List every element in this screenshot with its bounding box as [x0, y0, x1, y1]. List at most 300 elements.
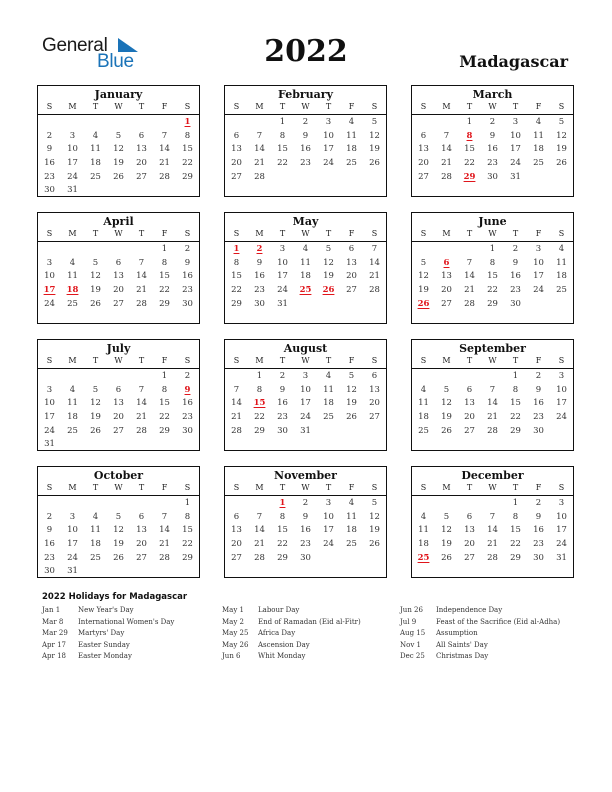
holiday-date: Jul 9: [400, 617, 417, 626]
day-cell: 29: [182, 552, 193, 563]
day-cell: 3: [325, 117, 332, 127]
day-cell: 28: [487, 552, 498, 563]
holiday-day-cell: 1: [184, 117, 191, 127]
holiday-date: Nov 1: [400, 640, 421, 649]
day-cell: 23: [533, 539, 544, 550]
day-cell: 1: [161, 371, 168, 381]
day-cell: 16: [277, 398, 288, 409]
holiday-row: [222, 652, 402, 664]
day-cell: 10: [533, 257, 544, 268]
day-cell: 4: [325, 371, 332, 381]
empty-cell: [84, 243, 107, 257]
day-cell: 28: [369, 285, 380, 296]
day-cell: 3: [558, 498, 565, 508]
day-cell: 15: [159, 398, 170, 409]
holiday-day-cell: 29: [463, 171, 476, 182]
day-cell: 27: [418, 171, 429, 182]
weekday-label: T: [512, 483, 519, 492]
day-cell: 29: [487, 298, 498, 309]
day-cell: 6: [466, 384, 473, 395]
day-cell: 12: [441, 525, 452, 536]
weekday-label: W: [301, 356, 310, 365]
day-cell: 15: [510, 525, 521, 536]
day-cell: 11: [90, 525, 101, 536]
empty-cell: [107, 370, 130, 384]
day-cell: 12: [323, 257, 334, 268]
day-cell: 10: [67, 144, 78, 155]
header-divider: [225, 241, 386, 242]
day-cell: 16: [487, 144, 498, 155]
holiday-date: Apr 17: [42, 640, 67, 649]
weekday-label: S: [233, 229, 240, 238]
header-divider: [225, 368, 386, 369]
day-cell: 14: [136, 271, 147, 282]
day-cell: 12: [369, 511, 380, 522]
day-cell: 16: [300, 144, 311, 155]
day-cell: 31: [67, 185, 78, 196]
day-cell: 24: [556, 539, 567, 550]
day-cell: 24: [67, 552, 78, 563]
day-cell: 8: [184, 511, 191, 522]
day-grid: [38, 497, 199, 579]
day-cell: 1: [279, 117, 286, 127]
holiday-date: Apr 18: [42, 652, 67, 661]
day-cell: 28: [136, 425, 147, 436]
day-cell: 2: [489, 117, 496, 127]
day-cell: 30: [487, 171, 498, 182]
day-cell: 9: [46, 144, 53, 155]
day-grid: [412, 116, 573, 184]
day-cell: 11: [90, 144, 101, 155]
day-cell: 11: [533, 130, 544, 141]
day-grid: [225, 497, 386, 565]
day-cell: 10: [44, 271, 55, 282]
holiday-name: Christmas Day: [436, 652, 489, 661]
month-name: January: [94, 88, 143, 101]
weekday-label: S: [233, 356, 240, 365]
day-cell: 26: [441, 552, 452, 563]
day-cell: 7: [489, 511, 496, 522]
day-cell: 19: [113, 539, 124, 550]
day-cell: 16: [44, 158, 55, 169]
day-cell: 23: [44, 171, 55, 182]
month-name: September: [459, 342, 526, 355]
day-cell: 26: [369, 158, 380, 169]
weekday-label: T: [512, 229, 519, 238]
day-cell: 31: [44, 439, 55, 450]
day-cell: 8: [279, 511, 286, 522]
day-cell: 8: [233, 257, 240, 268]
day-cell: 1: [512, 498, 519, 508]
day-cell: 25: [67, 425, 78, 436]
empty-cell: [38, 370, 61, 384]
weekday-label: S: [558, 229, 565, 238]
day-cell: 26: [556, 158, 567, 169]
day-cell: 2: [184, 371, 191, 381]
holiday-date: Dec 25: [400, 652, 425, 661]
month-name: July: [106, 342, 131, 355]
month-august: [224, 339, 387, 451]
day-cell: 23: [277, 412, 288, 423]
day-cell: 20: [441, 285, 452, 296]
weekday-label: T: [325, 356, 332, 365]
month-september: [411, 339, 574, 451]
month-name: December: [461, 469, 524, 482]
day-cell: 18: [90, 158, 101, 169]
day-cell: 13: [464, 525, 475, 536]
header-divider: [412, 241, 573, 242]
day-cell: 9: [535, 511, 542, 522]
day-cell: 6: [138, 130, 145, 141]
day-cell: 2: [512, 244, 519, 254]
weekday-label: W: [301, 483, 310, 492]
day-cell: 23: [300, 158, 311, 169]
day-cell: 8: [512, 384, 519, 395]
day-cell: 27: [441, 298, 452, 309]
day-cell: 26: [346, 412, 357, 423]
day-cell: 25: [418, 425, 429, 436]
weekday-label: M: [442, 229, 451, 238]
month-name: February: [277, 88, 333, 101]
empty-cell: [481, 370, 504, 384]
empty-cell: [61, 116, 84, 130]
day-cell: 12: [441, 398, 452, 409]
day-cell: 3: [69, 130, 76, 141]
day-cell: 7: [466, 257, 473, 268]
holiday-day-cell: 15: [253, 398, 266, 409]
day-cell: 5: [325, 244, 332, 254]
weekday-label: M: [442, 102, 451, 111]
day-cell: 25: [90, 171, 101, 182]
day-cell: 11: [346, 511, 357, 522]
weekday-label: M: [255, 102, 264, 111]
empty-cell: [458, 497, 481, 511]
day-cell: 24: [67, 171, 78, 182]
day-cell: 17: [556, 525, 567, 536]
empty-cell: [107, 497, 130, 511]
day-cell: 23: [487, 158, 498, 169]
weekday-label: M: [255, 229, 264, 238]
month-november: [224, 466, 387, 578]
holiday-date: Mar 29: [42, 629, 68, 638]
holiday-day-cell: 18: [66, 285, 79, 296]
empty-cell: [38, 116, 61, 130]
weekday-label: W: [114, 102, 123, 111]
holiday-row: [222, 606, 402, 618]
day-cell: 19: [418, 285, 429, 296]
day-cell: 28: [487, 425, 498, 436]
weekday-header: [38, 229, 199, 240]
empty-cell: [225, 497, 248, 511]
weekday-label: T: [279, 356, 286, 365]
day-cell: 4: [69, 384, 76, 395]
day-cell: 9: [256, 257, 263, 268]
weekday-label: S: [371, 102, 378, 111]
day-cell: 2: [46, 511, 53, 522]
day-cell: 17: [556, 398, 567, 409]
day-cell: 29: [510, 552, 521, 563]
day-cell: 13: [231, 144, 242, 155]
month-october: [37, 466, 200, 578]
day-cell: 24: [533, 285, 544, 296]
empty-cell: [412, 243, 435, 257]
day-cell: 18: [323, 398, 334, 409]
empty-cell: [225, 116, 248, 130]
day-cell: 8: [161, 257, 168, 268]
day-cell: 1: [256, 371, 263, 381]
day-cell: 12: [556, 130, 567, 141]
weekday-label: M: [255, 356, 264, 365]
day-cell: 5: [348, 371, 355, 381]
day-cell: 7: [138, 384, 145, 395]
day-cell: 11: [418, 525, 429, 536]
day-cell: 14: [159, 525, 170, 536]
day-cell: 21: [441, 158, 452, 169]
holiday-name: Feast of the Sacrifice (Eid al-Adha): [436, 617, 561, 626]
day-cell: 25: [346, 539, 357, 550]
day-cell: 2: [279, 371, 286, 381]
day-cell: 11: [67, 271, 78, 282]
day-cell: 25: [533, 158, 544, 169]
day-cell: 28: [254, 552, 265, 563]
day-cell: 20: [113, 285, 124, 296]
day-cell: 1: [466, 117, 473, 127]
day-cell: 28: [136, 298, 147, 309]
month-name: March: [472, 88, 513, 101]
holiday-day-cell: 17: [43, 285, 56, 296]
weekday-label: F: [161, 356, 168, 365]
day-cell: 5: [371, 117, 378, 127]
weekday-label: F: [535, 229, 542, 238]
holiday-date: May 1: [222, 606, 244, 614]
day-cell: 12: [90, 271, 101, 282]
holiday-date: May 26: [222, 640, 249, 649]
day-cell: 21: [159, 158, 170, 169]
day-cell: 13: [418, 144, 429, 155]
weekday-label: T: [466, 356, 473, 365]
empty-cell: [61, 243, 84, 257]
day-cell: 20: [464, 539, 475, 550]
weekday-header: [412, 356, 573, 367]
weekday-label: T: [466, 102, 473, 111]
day-cell: 15: [487, 271, 498, 282]
weekday-label: F: [535, 102, 542, 111]
day-cell: 22: [182, 158, 193, 169]
weekday-label: T: [325, 102, 332, 111]
empty-cell: [435, 370, 458, 384]
holidays-column: [222, 606, 402, 664]
day-cell: 28: [464, 298, 475, 309]
day-cell: 15: [231, 271, 242, 282]
weekday-label: T: [92, 483, 99, 492]
weekday-header: [412, 483, 573, 494]
day-cell: 26: [113, 552, 124, 563]
month-name: November: [274, 469, 337, 482]
day-cell: 30: [533, 552, 544, 563]
day-cell: 18: [90, 539, 101, 550]
day-cell: 25: [90, 552, 101, 563]
empty-cell: [107, 116, 130, 130]
day-cell: 20: [464, 412, 475, 423]
day-cell: 18: [67, 412, 78, 423]
day-cell: 27: [231, 552, 242, 563]
day-cell: 5: [92, 384, 99, 395]
empty-cell: [84, 116, 107, 130]
day-cell: 25: [67, 298, 78, 309]
empty-cell: [458, 243, 481, 257]
holiday-name: End of Ramadan (Eid al-Fitr): [258, 617, 361, 626]
month-december: [411, 466, 574, 578]
day-cell: 12: [113, 144, 124, 155]
day-cell: 21: [231, 412, 242, 423]
day-cell: 29: [159, 425, 170, 436]
logo-text-blue: Blue: [97, 51, 134, 72]
weekday-label: F: [348, 356, 355, 365]
weekday-header: [412, 102, 573, 113]
empty-cell: [435, 497, 458, 511]
day-cell: 6: [115, 257, 122, 268]
day-cell: 13: [369, 384, 380, 395]
weekday-header: [412, 229, 573, 240]
weekday-header: [225, 102, 386, 113]
day-cell: 29: [231, 298, 242, 309]
empty-cell: [412, 370, 435, 384]
weekday-label: S: [371, 229, 378, 238]
holiday-name: Africa Day: [258, 629, 296, 638]
holiday-row: [400, 652, 580, 664]
holiday-name: Easter Monday: [78, 652, 132, 661]
holiday-row: [222, 629, 402, 641]
day-cell: 16: [510, 271, 521, 282]
day-grid: [38, 243, 199, 311]
day-cell: 27: [113, 298, 124, 309]
day-cell: 14: [136, 398, 147, 409]
day-cell: 9: [302, 130, 309, 141]
month-name: May: [292, 215, 319, 228]
day-cell: 6: [233, 511, 240, 522]
day-cell: 5: [371, 498, 378, 508]
weekday-label: S: [420, 483, 427, 492]
weekday-header: [225, 229, 386, 240]
day-cell: 30: [182, 298, 193, 309]
header-divider: [38, 495, 199, 496]
day-cell: 24: [277, 285, 288, 296]
weekday-label: T: [279, 102, 286, 111]
day-cell: 7: [371, 244, 378, 254]
day-cell: 15: [464, 144, 475, 155]
month-march: [411, 85, 574, 197]
day-cell: 5: [92, 257, 99, 268]
day-cell: 17: [277, 271, 288, 282]
day-cell: 5: [443, 511, 450, 522]
weekday-label: S: [558, 483, 565, 492]
day-cell: 19: [441, 539, 452, 550]
day-cell: 3: [558, 371, 565, 381]
day-grid: [38, 370, 199, 452]
day-cell: 13: [464, 398, 475, 409]
holiday-day-cell: 26: [322, 285, 335, 296]
weekday-label: S: [184, 483, 191, 492]
holiday-row: [42, 652, 222, 664]
day-cell: 6: [371, 371, 378, 381]
day-cell: 16: [533, 525, 544, 536]
header-divider: [225, 114, 386, 115]
day-cell: 20: [418, 158, 429, 169]
day-cell: 14: [254, 525, 265, 536]
day-cell: 28: [159, 171, 170, 182]
day-cell: 4: [69, 257, 76, 268]
day-cell: 19: [441, 412, 452, 423]
holidays-title: 2022 Holidays for Madagascar: [42, 592, 188, 602]
day-cell: 4: [535, 117, 542, 127]
holiday-name: Labour Day: [258, 606, 300, 614]
weekday-label: M: [255, 483, 264, 492]
day-cell: 30: [300, 552, 311, 563]
day-cell: 4: [92, 511, 99, 522]
day-cell: 21: [254, 158, 265, 169]
empty-cell: [481, 497, 504, 511]
day-cell: 18: [300, 271, 311, 282]
day-cell: 19: [346, 398, 357, 409]
day-cell: 20: [346, 271, 357, 282]
day-cell: 1: [512, 371, 519, 381]
holiday-day-cell: 1: [233, 244, 240, 254]
day-cell: 15: [159, 271, 170, 282]
day-cell: 21: [136, 285, 147, 296]
day-cell: 17: [533, 271, 544, 282]
weekday-label: T: [138, 483, 145, 492]
day-cell: 13: [113, 271, 124, 282]
holiday-date: Jun 26: [400, 606, 423, 614]
weekday-label: T: [279, 229, 286, 238]
day-cell: 17: [323, 144, 334, 155]
day-cell: 24: [323, 158, 334, 169]
empty-cell: [84, 370, 107, 384]
day-cell: 14: [487, 398, 498, 409]
weekday-label: M: [68, 102, 77, 111]
weekday-label: W: [114, 483, 123, 492]
day-cell: 2: [184, 244, 191, 254]
month-name: June: [478, 215, 507, 228]
day-cell: 14: [441, 144, 452, 155]
weekday-label: T: [325, 483, 332, 492]
day-cell: 23: [254, 285, 265, 296]
weekday-label: S: [371, 483, 378, 492]
holiday-day-cell: 25: [299, 285, 312, 296]
day-cell: 31: [556, 552, 567, 563]
day-cell: 21: [487, 539, 498, 550]
day-cell: 8: [256, 384, 263, 395]
day-cell: 16: [300, 525, 311, 536]
day-cell: 22: [231, 285, 242, 296]
weekday-label: T: [466, 229, 473, 238]
day-cell: 16: [254, 271, 265, 282]
day-cell: 11: [67, 398, 78, 409]
day-cell: 12: [369, 130, 380, 141]
empty-cell: [412, 116, 435, 130]
holiday-name: New Year's Day: [78, 606, 134, 614]
empty-cell: [248, 497, 271, 511]
day-cell: 21: [487, 412, 498, 423]
day-cell: 28: [231, 425, 242, 436]
day-cell: 10: [323, 130, 334, 141]
day-cell: 11: [556, 257, 567, 268]
day-cell: 3: [69, 511, 76, 522]
day-cell: 3: [302, 371, 309, 381]
day-cell: 26: [90, 298, 101, 309]
holiday-date: Jun 6: [222, 652, 241, 661]
header-divider: [412, 114, 573, 115]
